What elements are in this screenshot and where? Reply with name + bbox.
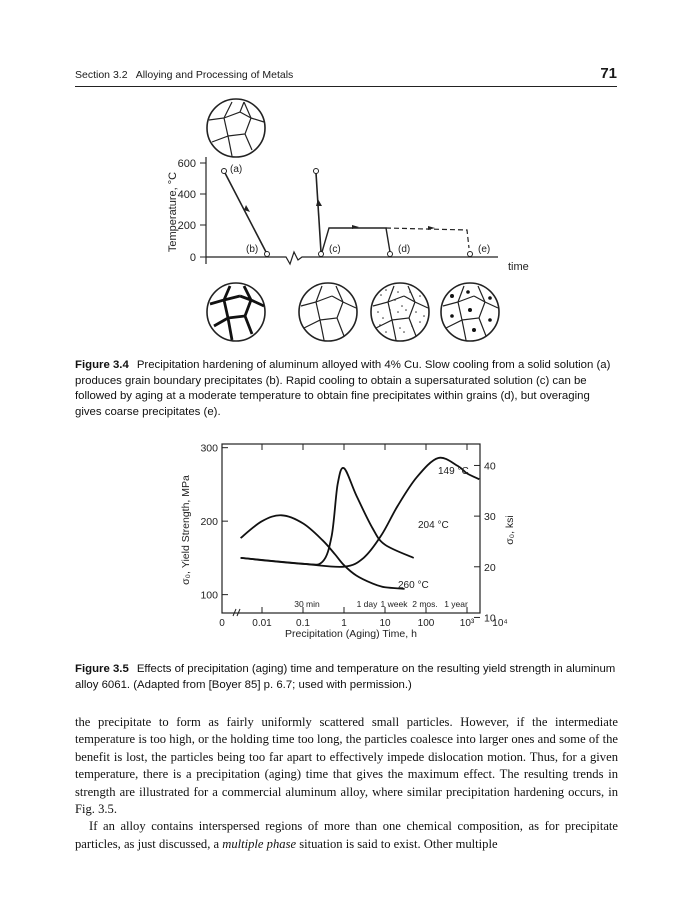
y-tick-label: 300 xyxy=(200,442,218,455)
microstructure-b xyxy=(207,283,265,341)
microstructure-d xyxy=(371,283,429,341)
annotation-2mos: 2 mos. xyxy=(412,599,438,609)
microstructure-c xyxy=(299,283,357,341)
annotation-1year: 1 year xyxy=(444,599,468,609)
annotation-30min: 30 min xyxy=(294,599,320,609)
figure-3-5-caption-text: Effects of precipitation (aging) time and temperature on the resulting yield strength in aluminum alloy 6061. (Adapted from [Boyer 85] p. 6.7; used with permission.) xyxy=(75,663,616,691)
x-tick-label: 10⁴ xyxy=(492,618,508,629)
y-tick-label: 200 xyxy=(200,516,218,529)
stage-label-d: (d) xyxy=(398,244,411,255)
figure-3-5-label: Figure 3.5 xyxy=(75,663,129,675)
series-label-260: 260 °C xyxy=(398,580,429,591)
y-tick-label: 100 xyxy=(200,589,218,602)
series-label-149: 149 °C xyxy=(438,466,469,477)
paragraph-2-emphasis: multiple phase xyxy=(222,836,297,851)
x-tick-label: 100 xyxy=(417,618,435,629)
y-axis-label-left: σ₀, Yield Strength, MPa xyxy=(180,475,192,585)
y-right-tick-label: 10 xyxy=(484,612,496,625)
x-tick-label: 0.01 xyxy=(252,618,272,629)
stage-label-e: (e) xyxy=(478,244,491,255)
y-right-tick-label: 30 xyxy=(484,511,496,524)
annotation-1week: 1 week xyxy=(380,599,408,609)
x-tick-label: 0.1 xyxy=(296,618,310,629)
y-axis-label-right: σ₀, ksi xyxy=(504,515,516,545)
stage-label-b: (b) xyxy=(246,244,259,255)
figure-3-4-caption-text: Precipitation hardening of aluminum alloyed with 4% Cu. Slow cooling from a solid solution (a) produces grain boundary precipitates (b). Rapid cooling to obtain a supersaturated solution (c) can be followed by aging at a moderate temperature to obtain fine precipitates within grains (d), but overaging gives coarse precipitates (e). xyxy=(75,359,611,418)
fig34-ytick-200: 200 xyxy=(177,220,196,232)
paragraph-2 xyxy=(75,818,618,853)
page-number: 71 xyxy=(600,65,617,82)
fig34-ytick-400: 400 xyxy=(177,189,196,201)
paragraph-2-end: situation is said to exist. Other multiple xyxy=(296,836,498,851)
figure-3-5-caption xyxy=(75,662,617,693)
microstructure-a xyxy=(207,99,265,157)
stage-label-c: (c) xyxy=(329,244,341,255)
fig34-ytick-0: 0 xyxy=(189,252,196,264)
annotation-1day: 1 day xyxy=(356,599,378,609)
stage-label-a: (a) xyxy=(230,164,243,175)
paragraph-1: the precipitate to form as fairly uniformly scattered small particles. However, if the intermediate temperature is too high, or the holding time too long, the particles coalesce into larger ones and some of the benefit is lost, the particles being too far apart to effectively impede dislocation motion. Thus, for a given temperature, there is a precipitation (aging) time that gives the maximum effect. The resulting trends in strength are illustrated for a commercial aluminum alloy, where similar precipitation hardening occurs, in Fig. 3.5. xyxy=(75,715,618,817)
figure-3-4-caption xyxy=(75,358,617,420)
x-tick-label: 10 xyxy=(379,618,391,629)
x-tick-label: 1 xyxy=(341,618,347,629)
figure-3-4-label: Figure 3.4 xyxy=(75,359,129,371)
series-label-204: 204 °C xyxy=(418,520,449,531)
fig34-ytick-600: 600 xyxy=(177,158,196,170)
figure-3-4 xyxy=(0,0,690,350)
microstructure-e xyxy=(441,283,499,341)
x-tick-label: 0 xyxy=(219,618,225,629)
series-line-2 xyxy=(241,468,414,565)
fig34-y-ticks xyxy=(200,163,206,257)
body-text xyxy=(75,714,618,853)
y-right-tick-label: 40 xyxy=(484,460,496,473)
fig34-y-axis-label: Temperature, °C xyxy=(167,171,179,253)
fig34-x-axis-label: time xyxy=(508,261,529,273)
paragraph-2-start: If an alloy contains interspersed regions of more than one chemical composition, as for precipitate particles, as just discussed, a xyxy=(75,819,618,851)
x-tick-label: 10³ xyxy=(459,618,475,629)
series-line-1 xyxy=(241,515,405,589)
x-axis-label: Precipitation (Aging) Time, h xyxy=(285,628,417,640)
figure-3-5-chart xyxy=(0,430,690,645)
section-title: Section 3.2 Alloying and Processing of Metals xyxy=(75,69,294,81)
y-right-tick-label: 20 xyxy=(484,561,496,574)
